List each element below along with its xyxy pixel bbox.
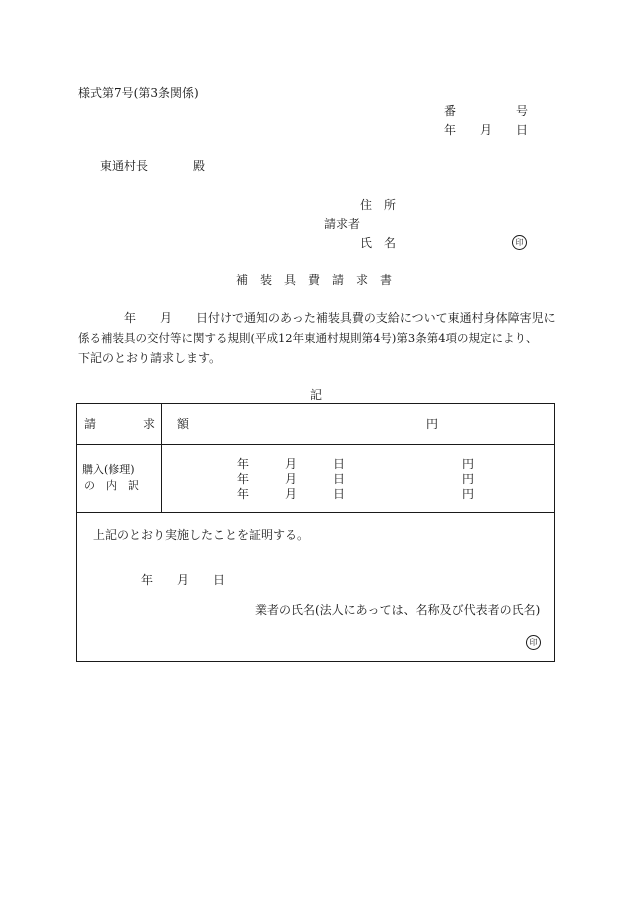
cert-month: 月 [177, 573, 190, 587]
body-line-2: 係る補装具の交付等に関する規則(平成12年東通村規則第4号)第3条第4項の規定により、 [78, 331, 538, 345]
breakdown-label-1: 購入(修理) [82, 463, 135, 476]
certification-text: 上記のとおり実施したことを証明する。 [93, 528, 310, 542]
row-3-month: 月 [285, 487, 298, 501]
vendor-seal-icon: 印 [526, 635, 541, 650]
form-number: 様式第7号(第3条関係) [78, 86, 199, 100]
number-suffix: 号 [516, 104, 529, 118]
row-3-yen: 円 [462, 487, 475, 501]
cert-year: 年 [141, 573, 154, 587]
date-month-label: 月 [480, 123, 493, 137]
breakdown-label-2: の 内 訳 [84, 479, 139, 492]
number-label: 番 [444, 104, 457, 118]
row-1-month: 月 [285, 457, 298, 471]
row-1-day: 日 [333, 457, 346, 471]
row-2-month: 月 [285, 472, 298, 486]
amount-yen: 円 [426, 417, 439, 431]
table-divider [77, 444, 554, 445]
document-title: 補装具費請求書 [236, 273, 405, 287]
amount-label: 額 [177, 417, 190, 431]
body-line-3: 下記のとおり請求します。 [78, 351, 222, 365]
row-2-day: 日 [333, 472, 346, 486]
address-label: 住 所 [360, 198, 397, 212]
note-label: 記 [310, 388, 323, 402]
row-3-day: 日 [333, 487, 346, 501]
body-month: 月 [160, 311, 173, 325]
row-3-year: 年 [237, 487, 250, 501]
date-day-label: 日 [516, 123, 529, 137]
row-2-yen: 円 [462, 472, 475, 486]
claim-label-2: 求 [143, 417, 156, 431]
row-2-year: 年 [237, 472, 250, 486]
table-column-divider [161, 404, 162, 512]
table-divider [77, 512, 554, 513]
name-label: 氏 名 [360, 236, 397, 250]
row-1-year: 年 [237, 457, 250, 471]
applicant-seal-icon: 印 [512, 235, 527, 250]
cert-day: 日 [213, 573, 226, 587]
vendor-label: 業者の氏名(法人にあっては、名称及び代表者の氏名) [255, 603, 541, 617]
applicant-role-label: 請求者 [324, 217, 361, 231]
row-1-yen: 円 [462, 457, 475, 471]
claim-label-1: 請 [84, 417, 97, 431]
addressee-honorific: 殿 [193, 159, 206, 173]
addressee-name: 東通村長 [100, 159, 149, 173]
date-year-label: 年 [444, 123, 457, 137]
body-year: 年 [124, 311, 137, 325]
claim-table [76, 403, 555, 662]
body-line-1: 日付けで通知のあった補装具費の支給について東通村身体障害児に [196, 311, 556, 325]
